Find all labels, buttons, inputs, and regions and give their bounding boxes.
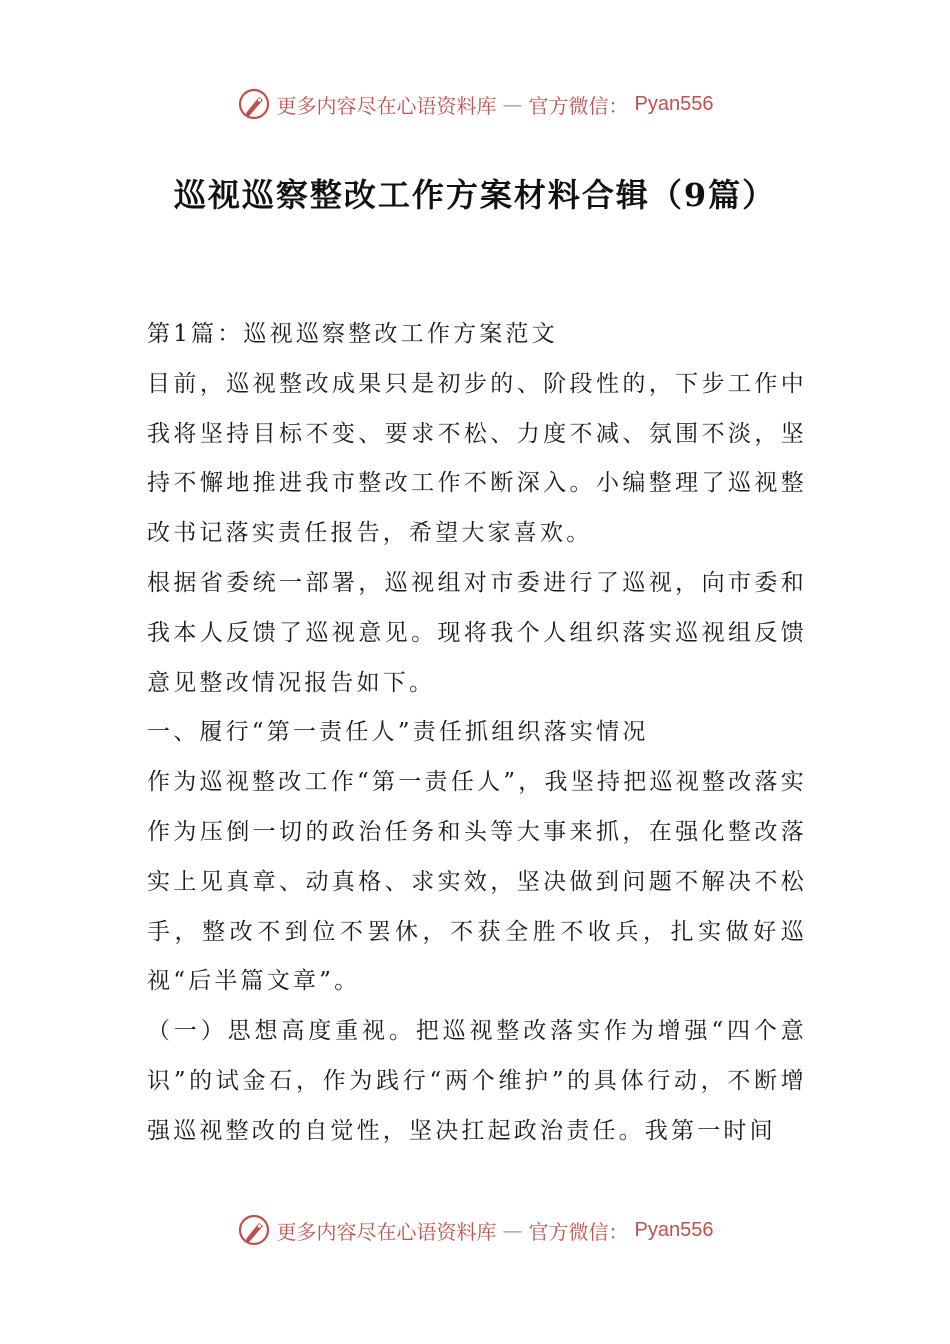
body-paragraph: （一）思想高度重视。把巡视整改落实作为增强“四个意识”的试金石，作为践行“两个维护”的具体行动，不断增强巡视整改的自觉性，坚决扛起政治责任。我第一时间	[147, 1018, 807, 1144]
section-heading: 一、履行“第一责任人”责任抓组织落实情况	[147, 719, 649, 746]
body-paragraph: 根据省委统一部署，巡视组对市委进行了巡视，向市委和我本人反馈了巡视意见。现将我个人组织落实巡视组反馈意见整改情况报告如下。	[147, 569, 807, 696]
footer-account-label: 官方微信：	[528, 1219, 629, 1244]
document-title: 巡视巡察整改工作方案材料合辑（9篇）	[173, 176, 777, 214]
footer-separator: —	[502, 1218, 523, 1242]
footer-slogan: 更多内容尽在心语资料库	[276, 1219, 497, 1244]
banner-account-id: Pyan556	[634, 92, 714, 115]
section-heading: 第1篇：巡视巡察整改工作方案范文	[147, 321, 558, 347]
footer-banner	[0, 1210, 950, 1250]
banner-slogan: 更多内容尽在心语资料库	[276, 93, 497, 118]
body-paragraph: 作为巡视整改工作“第一责任人”，我坚持把巡视整改落实作为压倒一切的政治任务和头等大事来抓，在强化整改落实上见真章、动真格、求实效，坚决做到问题不解决不松手，整改不到位不罢休，不获全胜不收兵，扎实做好巡视“后半篇文章”。	[147, 769, 807, 995]
footer-account-id: Pyan556	[634, 1218, 714, 1241]
banner-separator: —	[502, 92, 523, 116]
pen-nib-logo-icon	[237, 87, 271, 121]
body-paragraph: 目前，巡视整改成果只是初步的、阶段性的，下步工作中我将坚持目标不变、要求不松、力度不减、氛围不淡，坚持不懈地推进我市整改工作不断深入。小编整理了巡视整改书记落实责任报告，希望大家喜欢。	[147, 370, 807, 547]
pen-nib-logo-icon	[237, 1213, 271, 1247]
document-body	[147, 310, 807, 1157]
header-banner	[0, 84, 950, 124]
banner-account-label: 官方微信：	[528, 93, 629, 118]
